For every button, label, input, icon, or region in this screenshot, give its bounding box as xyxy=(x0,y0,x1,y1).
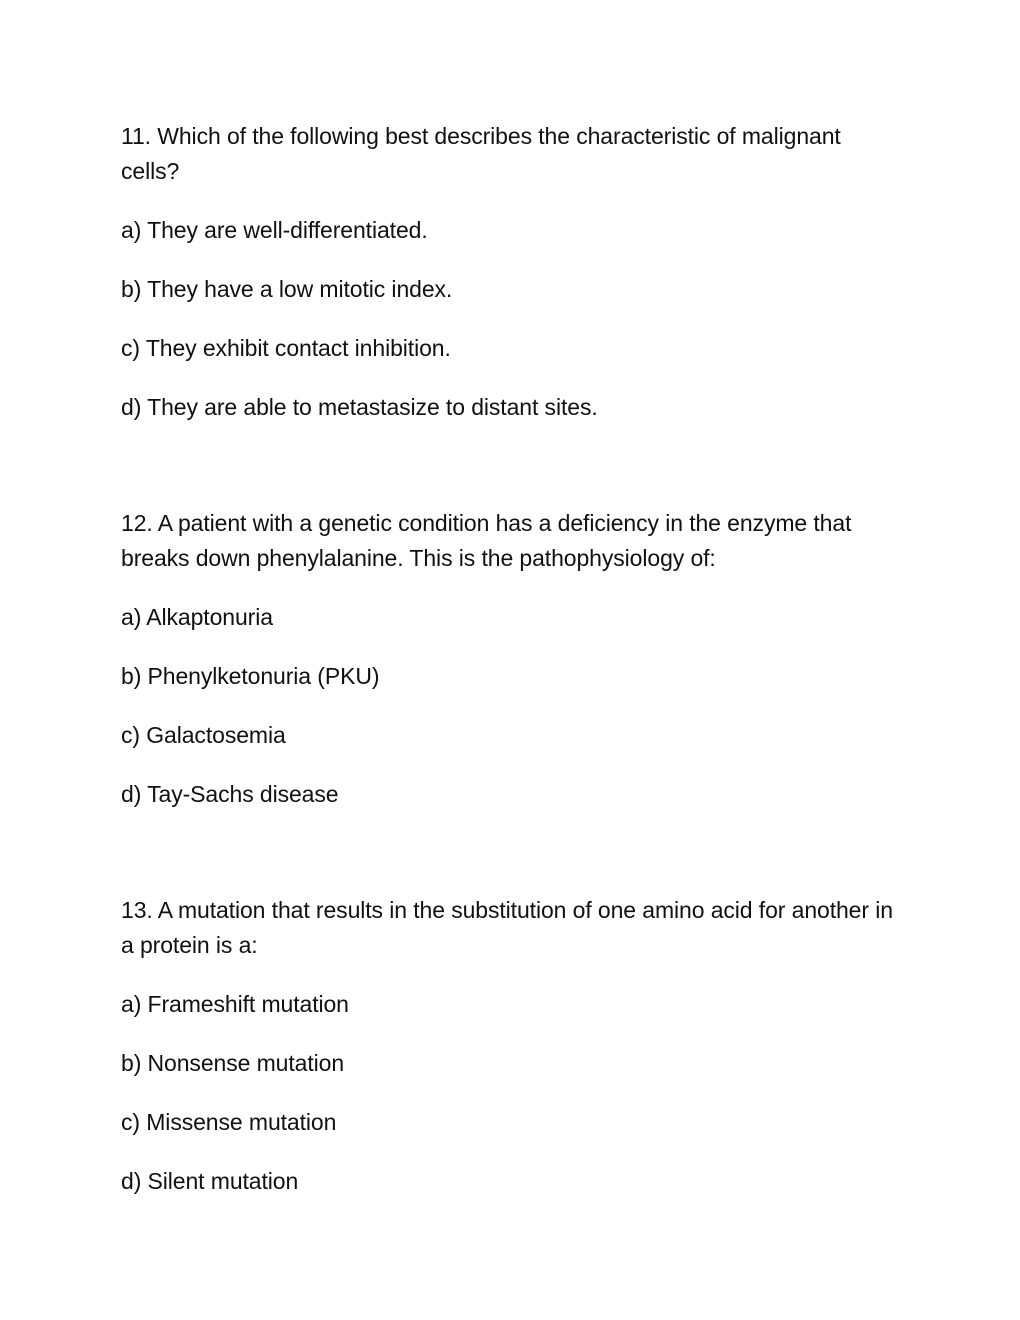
answer-options xyxy=(121,987,901,1199)
option-d: d) They are able to metastasize to distant sites. xyxy=(121,394,598,420)
option-a: a) Alkaptonuria xyxy=(121,604,273,630)
option-c: c) Galactosemia xyxy=(121,722,286,748)
option-a: a) Frameshift mutation xyxy=(121,991,349,1017)
question-12 xyxy=(121,506,901,812)
answer-options xyxy=(121,600,901,812)
option-b: b) They have a low mitotic index. xyxy=(121,276,453,302)
question-13 xyxy=(121,893,901,1199)
option-d: d) Silent mutation xyxy=(121,1168,299,1194)
option-c: c) Missense mutation xyxy=(121,1109,337,1135)
question-text: 12. A patient with a genetic condition has a deficiency in the enzyme that breaks down phenylalanine. This is the pathophysiology of: xyxy=(121,510,852,571)
option-b: b) Phenylketonuria (PKU) xyxy=(121,663,380,689)
option-a: a) They are well-differentiated. xyxy=(121,217,428,243)
option-c: c) They exhibit contact inhibition. xyxy=(121,335,451,361)
option-b: b) Nonsense mutation xyxy=(121,1050,345,1076)
question-11 xyxy=(121,119,901,425)
question-text: 11. Which of the following best describes the characteristic of malignant cells? xyxy=(121,123,841,184)
answer-options xyxy=(121,213,901,425)
option-d: d) Tay-Sachs disease xyxy=(121,781,339,807)
question-text: 13. A mutation that results in the substitution of one amino acid for another in a protein is a: xyxy=(121,897,893,958)
